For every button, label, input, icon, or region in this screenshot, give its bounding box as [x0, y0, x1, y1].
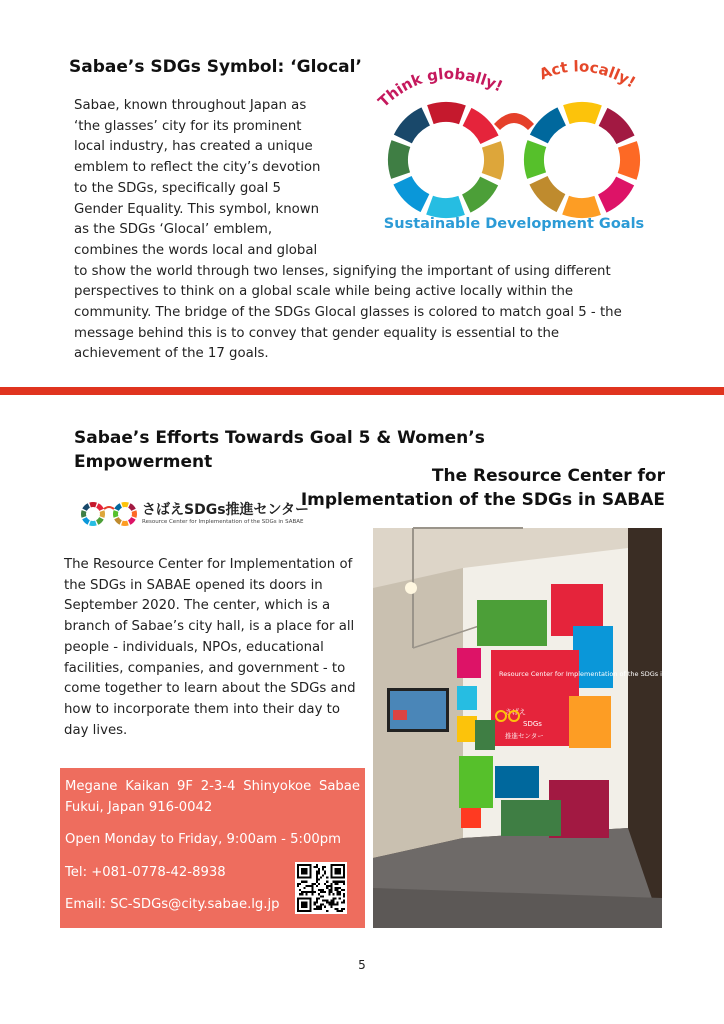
email-text[interactable]: Email: SC-SDGs@city.sabae.lg.jp [65, 897, 280, 912]
ring-segment [96, 517, 104, 525]
contact-info-box [60, 768, 365, 928]
svg-text:Act locally! [537, 60, 639, 91]
resource-center-photo [373, 528, 690, 928]
photo-panel-resource-center: Resource Center for Implementation of the SDGs in SABAE [499, 670, 690, 678]
ring-segment [114, 503, 122, 511]
photo-panel-sdgs: SDGs [523, 720, 542, 728]
ring-segment [96, 503, 104, 511]
ring-segment [81, 510, 86, 518]
section-title-glocal: Sabae’s SDGs Symbol: ‘Glocal’ [69, 57, 362, 77]
act-locally-text: Act locally! [536, 60, 639, 92]
ring-segment [121, 502, 129, 507]
hours-text: Open Monday to Friday, 9:00am - 5:00pm [65, 832, 341, 847]
glocal-description: Sabae, known throughout Japan as ‘the glasses’ city for its prominent local industry, has created a unique emblem to reflect the city’s devotion to the SDGs, specifically goal 5 Gender Equality. This symbol, known as the SDGs ‘Glocal’ emblem, combines the words local and global to show the world through two lenses, signifying the important of using different perspectives to think on a global scale while being active locally within the community. The bridge of the SDGs Glocal glasses is colored to match goal 5 - the message behind this is to convey that gender equality is essential to the achievement of the 17 goals. [74, 98, 622, 362]
ring-segment [114, 517, 122, 525]
photo-panel-jp-center: 推進センター [505, 732, 544, 740]
mini-glasses-icon [80, 497, 138, 531]
page-number: 5 [358, 958, 366, 972]
ring-segment [128, 503, 136, 511]
resource-center-description: The Resource Center for Implementation of the SDGs in SABAE opened its doors in September 2020. The center, which is a branch of Sabae’s city hall, is a place for all people - individuals, NPOs, educational facilities, companies, and government - to come together to learn about the SDGs and how to incorporate them into their day to day lives. [64, 557, 356, 738]
sdgs-tagline: Sustainable Development Goals [383, 216, 645, 232]
think-globally-text: Think globally! [374, 64, 506, 111]
ring-segment [89, 502, 97, 507]
qr-code-icon[interactable] [295, 862, 347, 914]
resource-center-heading: The Resource Center for Implementation of the SDGs in SABAE [300, 466, 665, 510]
center-logo-english: Resource Center for Implementation of the SDGs in SABAE [142, 519, 304, 525]
ring-segment [128, 517, 136, 525]
ring-segment [121, 521, 129, 526]
ring-segment [89, 521, 97, 526]
ring-segment [82, 517, 90, 525]
photo-panel-sabae: さばえ [505, 708, 526, 716]
address-text: Megane Kaikan 9F 2-3-4 Shinyokoe Sabae Fukui, Japan 916-0042 [65, 779, 360, 815]
ring-segment [132, 510, 137, 518]
ring-segment [82, 503, 90, 511]
tel-text[interactable]: Tel: +081-0778-42-8938 [65, 864, 226, 880]
resource-center-logo [80, 497, 309, 531]
ring-segment [100, 510, 105, 518]
section-divider [0, 387, 724, 395]
center-logo-japanese: さばえSDGs推進センター [142, 502, 309, 518]
ring-segment [113, 510, 118, 518]
section-title-goal5: Sabae’s Efforts Towards Goal 5 & Women’s Empowerment [74, 428, 485, 472]
